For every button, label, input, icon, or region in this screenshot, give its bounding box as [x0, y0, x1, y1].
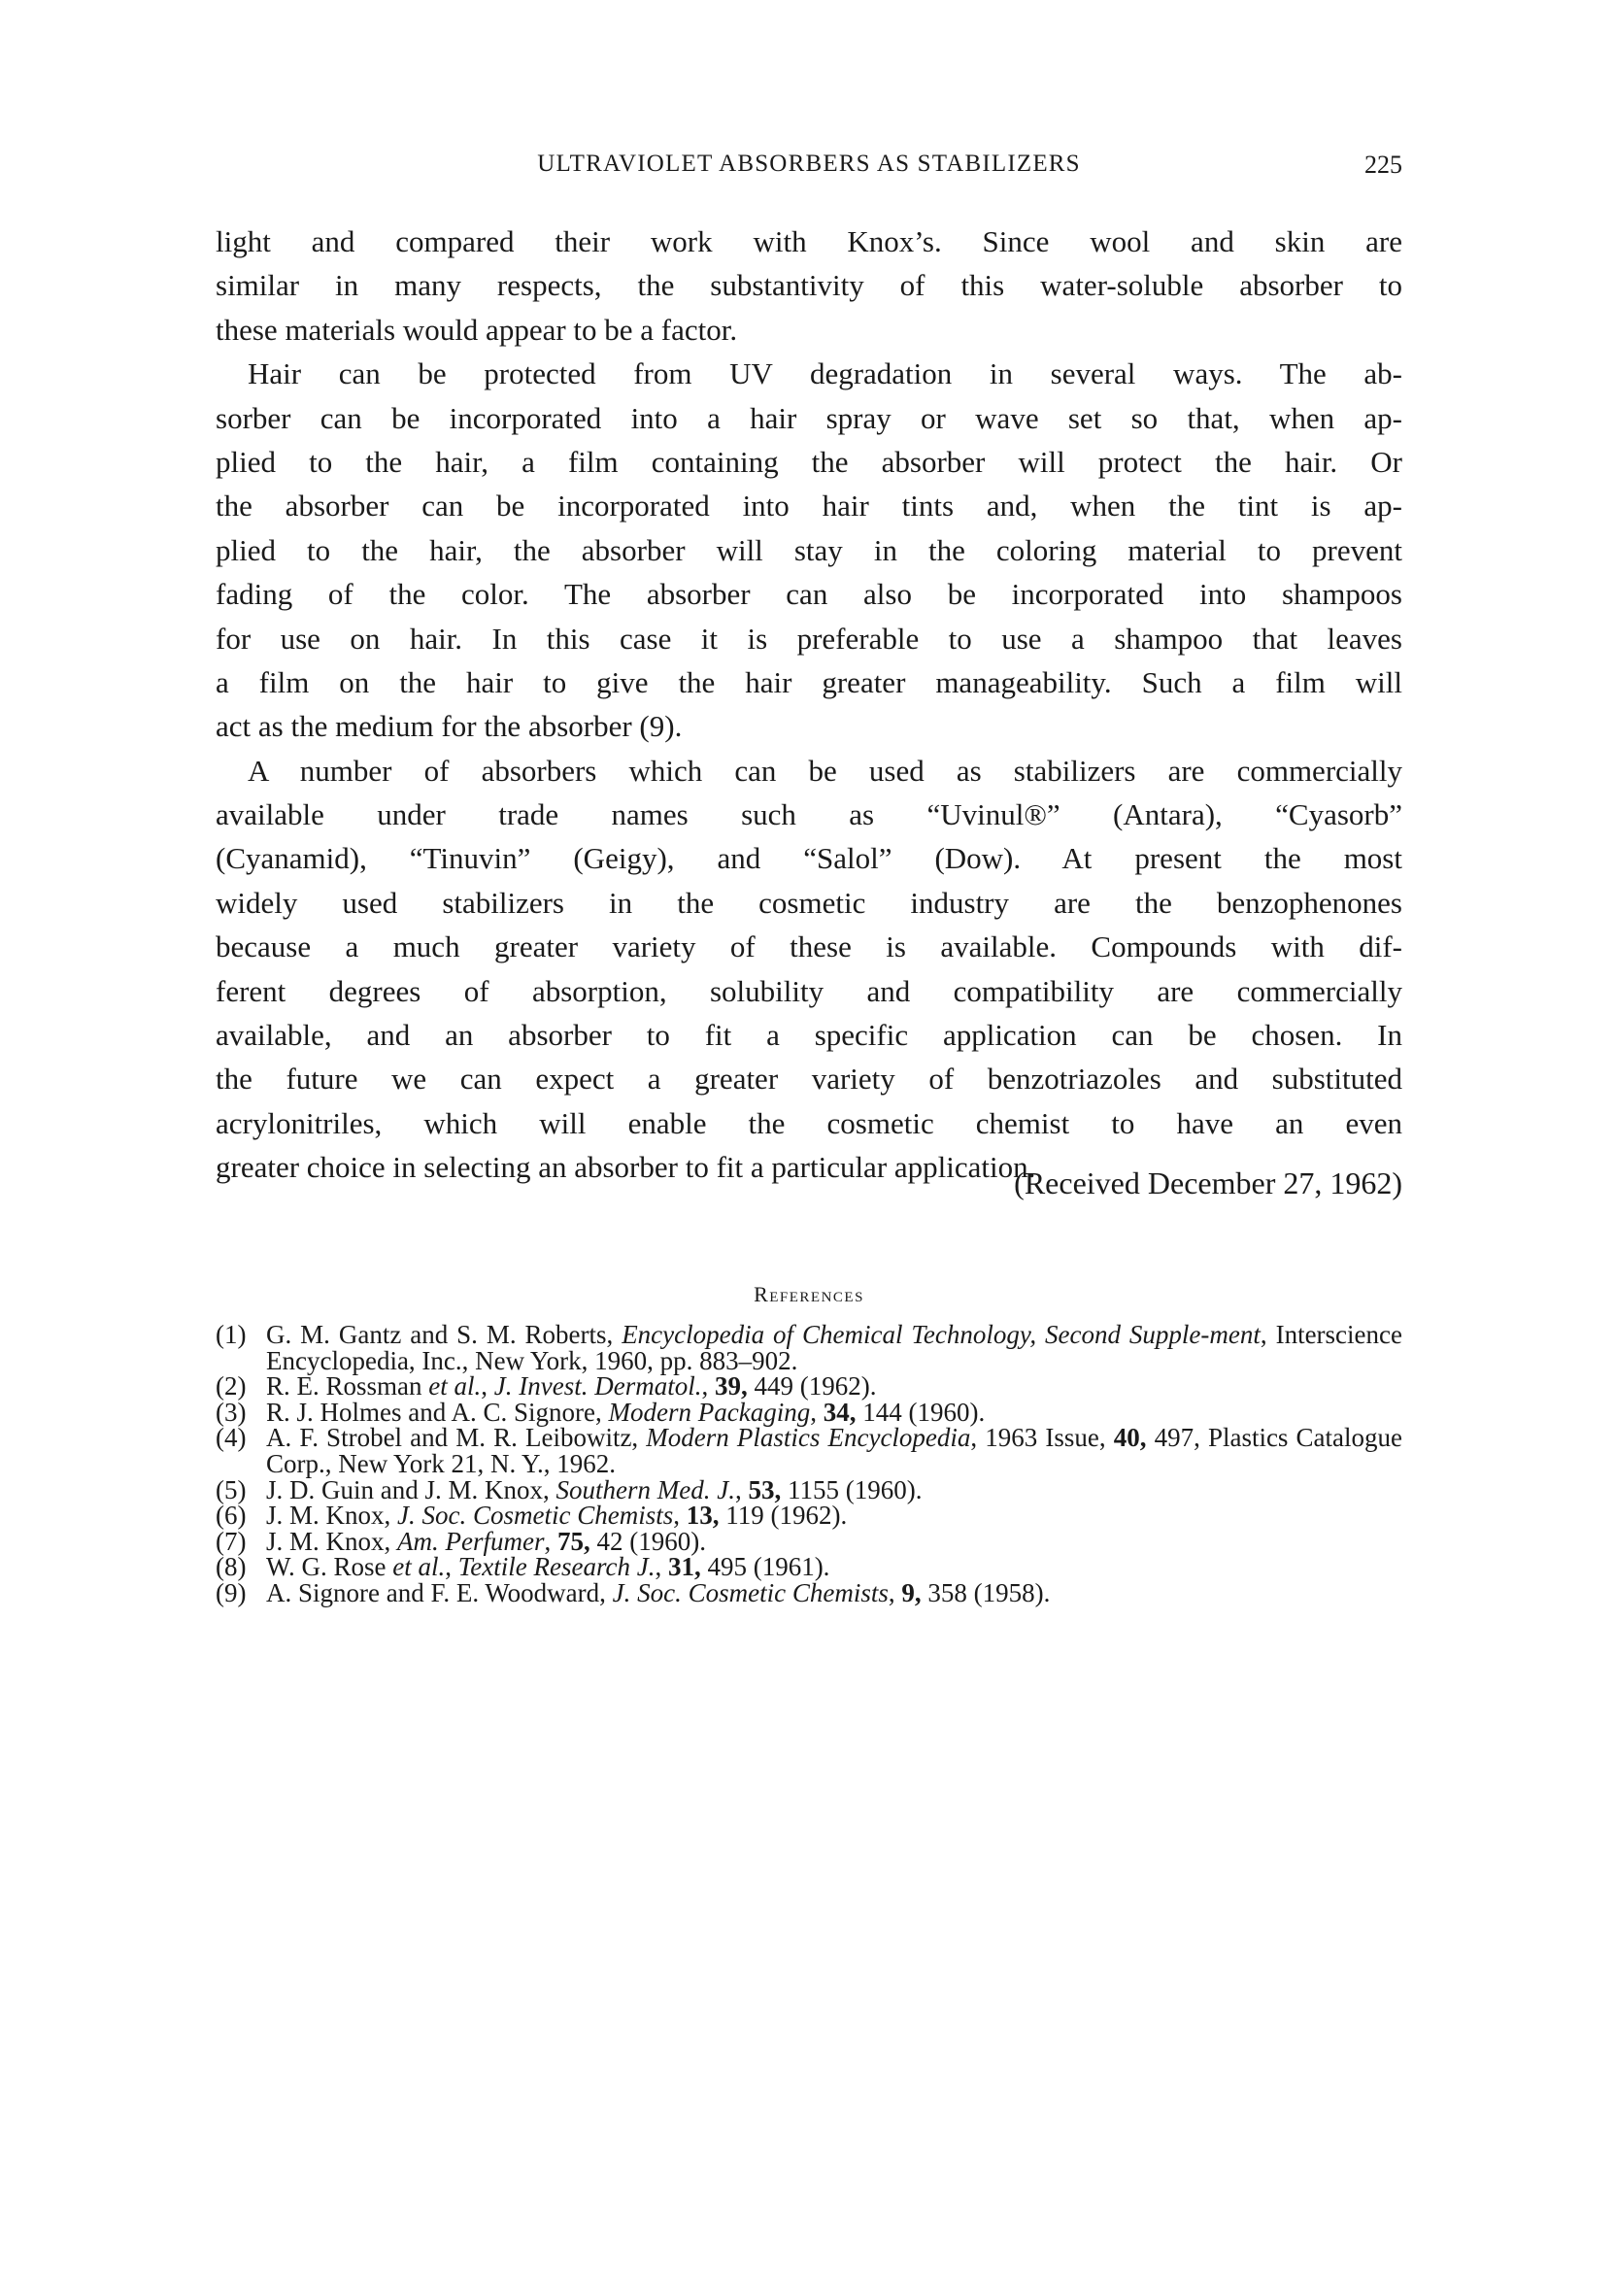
text-line: fading of the color. The absorber can also be incorporated into shampoos [216, 577, 1402, 612]
reference-segment: R. E. Rossman [266, 1371, 429, 1401]
reference-segment: , [888, 1577, 902, 1607]
reference-number: (3) [216, 1397, 247, 1427]
reference-volume: 53, [748, 1474, 782, 1504]
text-line: Hair can be protected from UV degradation in several ways. The ab- [248, 356, 1402, 391]
reference-volume: 31, [667, 1552, 701, 1582]
reference-volume: 40, [1113, 1423, 1147, 1453]
reference-segment: J. M. Knox, [266, 1501, 398, 1531]
reference-segment: 144 (1960). [856, 1397, 986, 1427]
body-text [216, 219, 1402, 1190]
reference-title: Encyclopedia of Chemical Technology, Second Supple-ment [622, 1320, 1261, 1349]
paragraph [216, 219, 1402, 352]
reference-title: Textile Research J. [457, 1552, 656, 1582]
reference-segment: , [481, 1371, 494, 1401]
reference-volume: 39, [714, 1371, 748, 1401]
reference-segment: , [734, 1474, 749, 1504]
paragraph [216, 352, 1402, 749]
text-line: the absorber can be incorporated into hair tints and, when the tint is ap- [216, 489, 1402, 523]
reference-segment: 1155 (1960). [781, 1474, 923, 1504]
reference-item [216, 1322, 1402, 1373]
reference-item [216, 1397, 1402, 1427]
reference-segment: , 1963 Issue, [970, 1423, 1114, 1453]
text-line: because a much greater variety of these is available. Compounds with dif- [216, 929, 1402, 964]
text-line: acrylonitriles, which will enable the cosmetic chemist to have an even [216, 1105, 1402, 1140]
reference-segment: , [810, 1397, 824, 1427]
reference-text [266, 1577, 1402, 1607]
reference-segment: 497, Plastics Catalogue Corp., New York 21, N. Y., 1962. [266, 1423, 1403, 1478]
reference-title: J. Invest. Dermatol. [493, 1371, 702, 1401]
reference-text [266, 1397, 1402, 1427]
reference-text [266, 1554, 1402, 1580]
page-number: 225 [1364, 151, 1402, 179]
reference-segment: 358 (1958). [921, 1577, 1051, 1607]
reference-item [216, 1577, 1402, 1607]
reference-number: (8) [216, 1552, 247, 1582]
text-line: light and compared their work with Knox’s. Since wool and skin are [216, 224, 1402, 258]
text-line: a film on the hair to give the hair greater manageability. Such a film will [216, 664, 1402, 699]
reference-item [216, 1373, 1402, 1400]
reference-item [216, 1503, 1402, 1529]
reference-text [266, 1373, 1402, 1400]
reference-segment: 449 (1962). [747, 1371, 877, 1401]
reference-title: et al. [392, 1552, 446, 1582]
reference-segment: J. D. Guin and J. M. Knox, [266, 1474, 556, 1504]
reference-number: (1) [216, 1320, 247, 1349]
reference-item [216, 1554, 1402, 1580]
reference-item [216, 1526, 1402, 1556]
reference-volume: 34, [823, 1397, 857, 1427]
reference-segment: 495 (1961). [700, 1552, 830, 1582]
reference-item [216, 1425, 1402, 1476]
reference-segment: J. M. Knox, [266, 1526, 398, 1556]
reference-text [266, 1322, 1402, 1373]
reference-volume: 13, [686, 1501, 720, 1531]
reference-segment: , [701, 1371, 715, 1401]
reference-number: (7) [216, 1526, 247, 1556]
reference-number: (6) [216, 1501, 247, 1531]
reference-title: et al. [428, 1371, 482, 1401]
text-line: greater choice in selecting an absorber to fit a particular application. [216, 1150, 1036, 1185]
running-title: ULTRAVIOLET ABSORBERS AS STABILIZERS [537, 151, 1081, 177]
text-line: available under trade names such as “Uvinul®” (Antara), “Cyasorb” [216, 797, 1402, 832]
text-line: plied to the hair, a film containing the absorber will protect the hair. Or [216, 444, 1402, 479]
reference-segment: A. Signore and F. E. Woodward, [266, 1577, 613, 1607]
reference-title: J. Soc. Cosmetic Chemists [612, 1577, 889, 1607]
reference-text [266, 1474, 1402, 1504]
reference-segment: 119 (1962). [719, 1501, 848, 1531]
text-line: available, and an absorber to fit a specific application can be chosen. In [216, 1018, 1402, 1053]
reference-segment: W. G. Rose [266, 1552, 393, 1582]
references-list [216, 1322, 1402, 1606]
reference-number: (4) [216, 1423, 247, 1453]
reference-title: Modern Plastics Encyclopedia [646, 1423, 971, 1453]
reference-title: J. Soc. Cosmetic Chemists [397, 1501, 674, 1531]
text-line: sorber can be incorporated into a hair spray or wave set so that, when ap- [216, 400, 1402, 435]
reference-segment: , [655, 1552, 668, 1582]
reference-segment: G. M. Gantz and S. M. Roberts, [266, 1320, 622, 1349]
text-line: similar in many respects, the substantivity of this water-soluble absorber to [216, 268, 1402, 303]
reference-segment: 42 (1960). [589, 1526, 706, 1556]
reference-title: Southern Med. J. [555, 1474, 735, 1504]
text-line: plied to the hair, the absorber will stay in the coloring material to prevent [216, 532, 1402, 567]
text-line: for use on hair. In this case it is preferable to use a shampoo that leaves [216, 621, 1402, 656]
text-line: act as the medium for the absorber (9). [216, 709, 683, 744]
running-header [216, 151, 1402, 184]
text-line: A number of absorbers which can be used as stabilizers are commercially [248, 753, 1402, 788]
paragraph [216, 749, 1402, 1190]
text-line: ferent degrees of absorption, solubility and compatibility are commercially [216, 973, 1402, 1008]
references-heading: References [754, 1282, 864, 1306]
reference-item [216, 1474, 1402, 1504]
text-line: the future we can expect a greater variety of benzotriazoles and substituted [216, 1062, 1402, 1097]
reference-segment: , [673, 1501, 687, 1531]
reference-segment: , [544, 1526, 557, 1556]
text-line: these materials would appear to be a factor. [216, 312, 738, 347]
reference-title: Modern Packaging [608, 1397, 811, 1427]
reference-title: Am. Perfumer [397, 1526, 545, 1556]
reference-text [266, 1526, 1402, 1556]
reference-volume: 75, [556, 1526, 590, 1556]
reference-segment: , [445, 1552, 458, 1582]
reference-text [266, 1425, 1402, 1476]
reference-number: (9) [216, 1577, 247, 1607]
reference-segment: A. F. Strobel and M. R. Leibowitz, [266, 1423, 647, 1453]
reference-volume: 9, [901, 1577, 922, 1607]
reference-text [266, 1503, 1402, 1529]
reference-segment: , Interscience Encyclopedia, Inc., New York, 1960, pp. 883–902. [266, 1320, 1402, 1375]
text-line: widely used stabilizers in the cosmetic industry are the benzophenones [216, 885, 1402, 920]
reference-number: (5) [216, 1474, 247, 1504]
reference-segment: R. J. Holmes and A. C. Signore, [266, 1397, 609, 1427]
text-line: (Cyanamid), “Tinuvin” (Geigy), and “Salol” (Dow). At present the most [216, 841, 1402, 876]
received-date: (Received December 27, 1962) [1014, 1165, 1402, 1200]
reference-number: (2) [216, 1371, 247, 1401]
